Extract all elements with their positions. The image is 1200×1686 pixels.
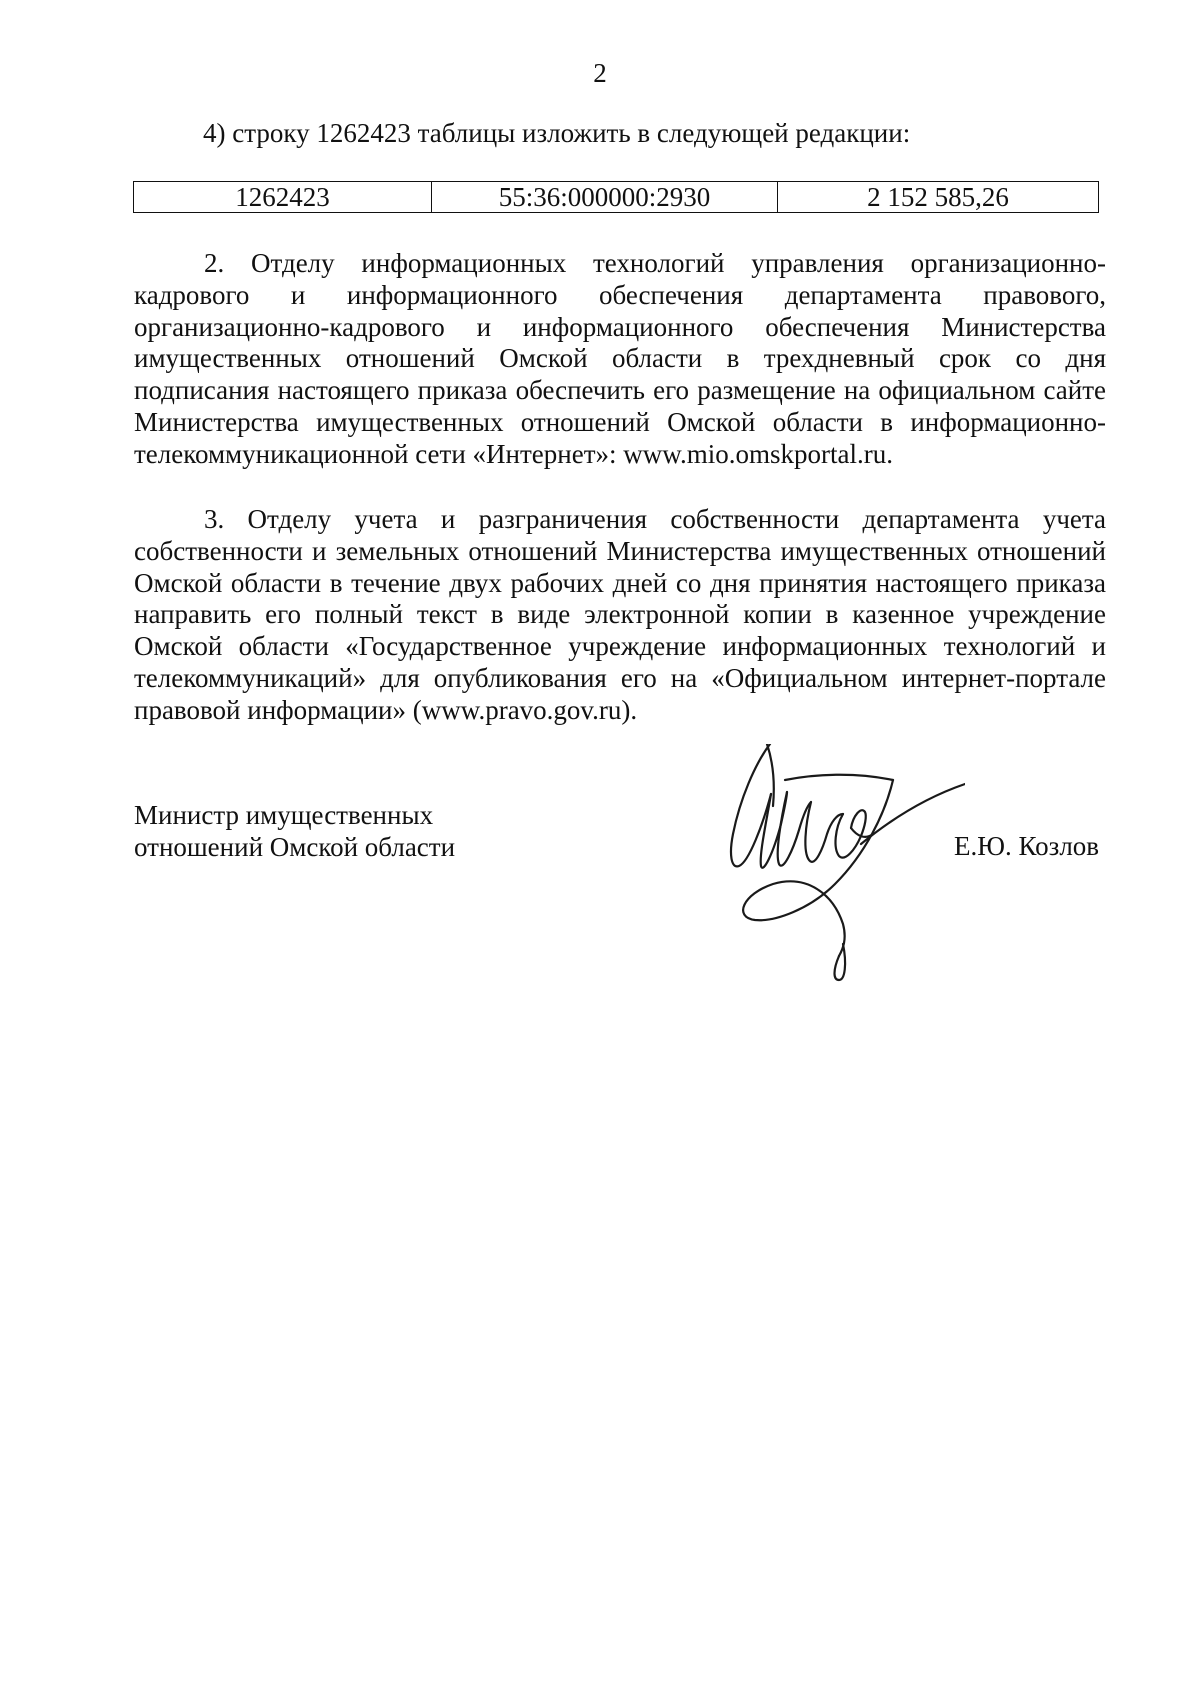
amendment-intro: 4) строку 1262423 таблицы изложить в следующей редакции: — [203, 118, 911, 148]
cadastral-number-cell: 55:36:000000:2930 — [432, 182, 778, 213]
table-row — [134, 182, 1099, 213]
page-number: 2 — [593, 58, 607, 88]
amendment-table — [133, 181, 1099, 213]
signer-title — [134, 799, 455, 863]
cadastral-value-cell: 2 152 585,26 — [778, 182, 1099, 213]
handwritten-signature — [715, 744, 965, 1004]
paragraph-item-2: 2. Отделу информационных технологий управления организационно-кадрового и информационного обеспечения департамента правового, организационно-кадрового и информационного обеспечения Министерства имущественных отношений Омской области в трехдневный срок со дня подписания настоящего приказа обеспечить его размещение на официальном сайте Министерства имущественных отношений Омской области в информационно-телекоммуникационной сети «Интернет»: www.mio.omskportal.ru. — [134, 248, 1106, 469]
paragraph-item-3: 3. Отделу учета и разграничения собственности департамента учета собственности и земельных отношений Министерства имущественных отношений Омской области в течение двух рабочих дней со дня принятия настоящего приказа направить его полный текст в виде электронной копии в казенное учреждение Омской области «Государственное учреждение информационных технологий и телекоммуникаций» для опубликования его на «Официальном интернет-портале правовой информации» (www.pravo.gov.ru). — [134, 504, 1106, 725]
signer-title-line-2: отношений Омской области — [134, 832, 456, 862]
signer-title-line-1: Министр имущественных — [134, 800, 434, 830]
signer-name: Е.Ю. Козлов — [954, 831, 1100, 861]
row-number-cell: 1262423 — [134, 182, 432, 213]
